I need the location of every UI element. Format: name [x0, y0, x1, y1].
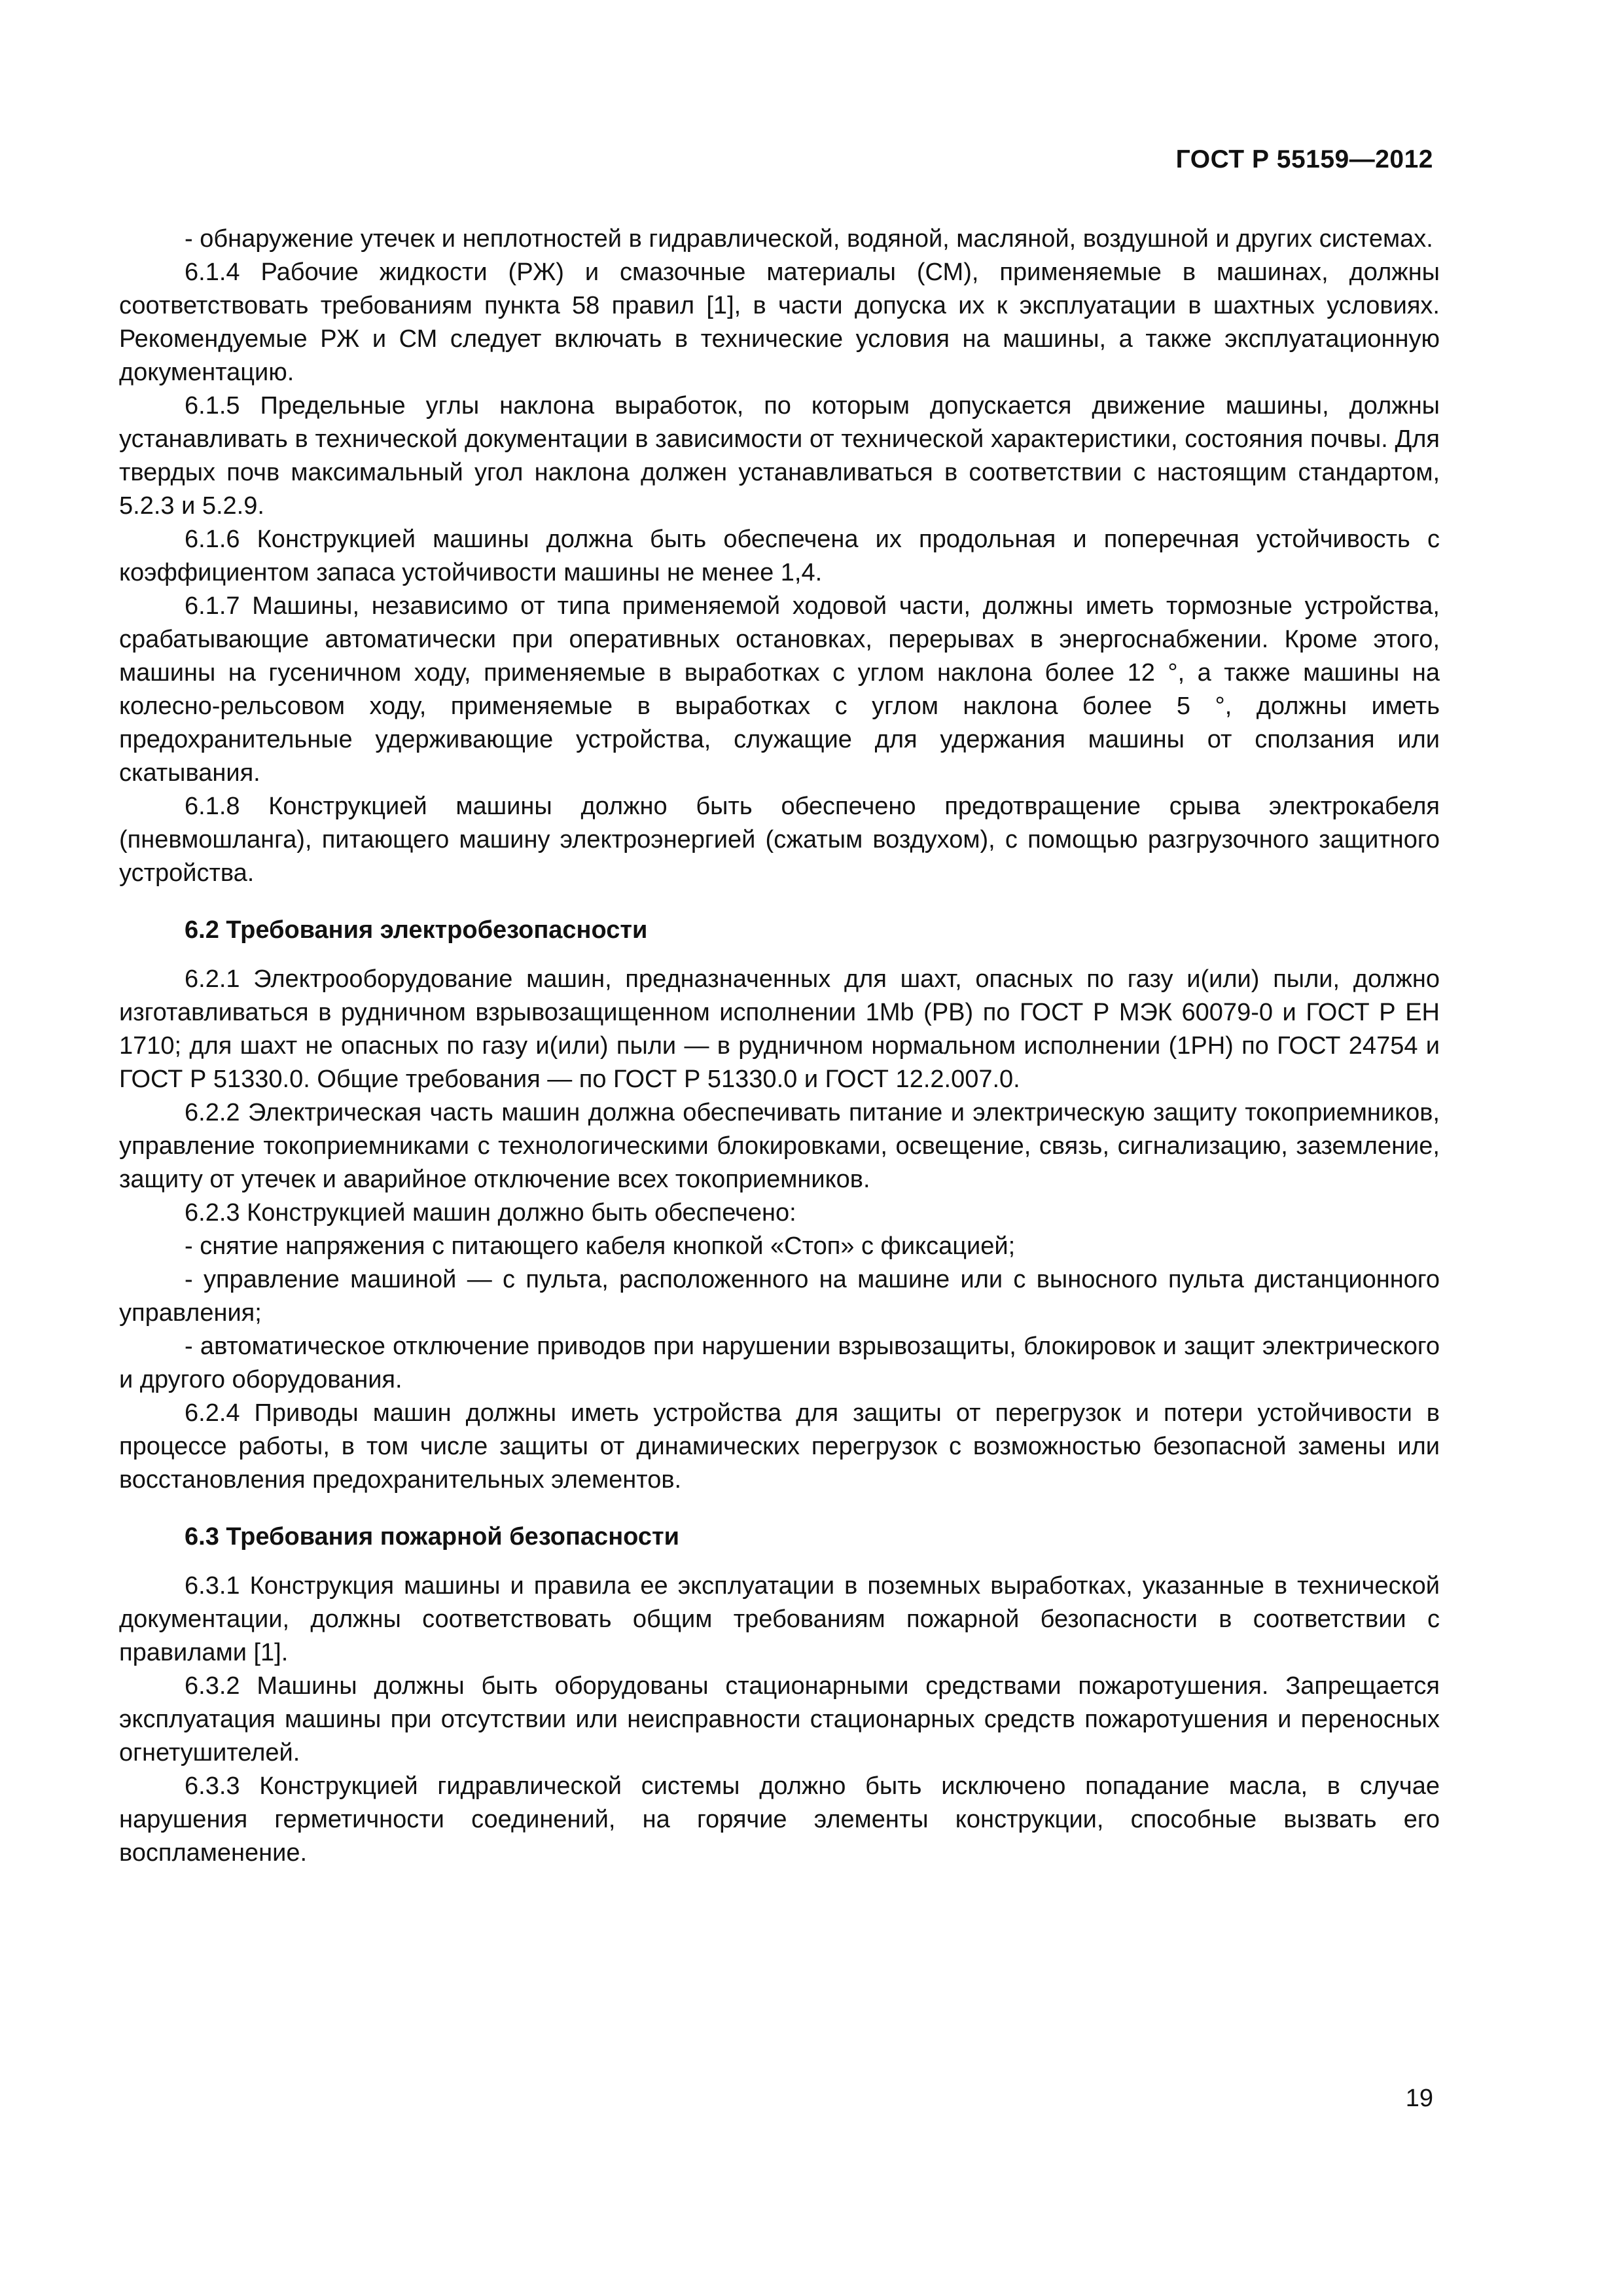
standard-id-header: ГОСТ Р 55159—2012	[1175, 145, 1433, 173]
list-item-voltage-removal: - снятие напряжения с питающего кабеля кнопкой «Стоп» с фиксацией;	[185, 1232, 1016, 1260]
document-body	[119, 223, 1440, 1870]
page-number: 19	[1405, 2085, 1433, 2112]
paragraph-6-1-8: 6.1.8 Конструкцией машины должно быть обеспечено предотвращение срыва электрокабеля (пневмошланга), питающего машину электроэнергией (сжатым воздухом), с помощью разгрузочного защитного устройства.	[119, 793, 1440, 887]
paragraph-6-2-1: 6.2.1 Электрооборудование машин, предназначенных для шахт, опасных по газу и(или) пыли, должно изготавливаться в рудничном взрывозащищенном исполнении 1Mb (РВ) по ГОСТ Р МЭК 60079-0 и ГОСТ Р ЕН 1710; для шахт не опасных по газу и(или) пыли — в рудничном нормальном исполнении (1РН) по ГОСТ 24754 и ГОСТ Р 51330.0. Общие требования — по ГОСТ Р 51330.0 и ГОСТ 12.2.007.0.	[119, 965, 1440, 1093]
paragraph-6-1-7: 6.1.7 Машины, независимо от типа применяемой ходовой части, должны иметь тормозные устройства, срабатывающие автоматически при оперативных остановках, перерывах в энергоснабжении. Кроме этого, машины на гусеничном ходу, применяемые в выработках с углом наклона более 12 °, а также машины на колесно-рельсовом ходу, применяемые в выработках с углом наклона более 5 °, должны иметь предохранительные удерживающие устройства, служащие для удержания машины от сползания или скатывания.	[119, 592, 1440, 787]
list-item-auto-shutdown: - автоматическое отключение приводов при нарушении взрывозащиты, блокировок и защит электрического и другого оборудования.	[119, 1333, 1440, 1393]
section-title-6-2: 6.2 Требования электробезопасности	[185, 916, 648, 944]
paragraph-6-2-3: 6.2.3 Конструкцией машин должно быть обеспечено:	[185, 1199, 796, 1227]
paragraph-6-2-4: 6.2.4 Приводы машин должны иметь устройства для защиты от перегрузок и потери устойчивости в процессе работы, в том числе защиты от динамических перегрузок с возможностью безопасной замены или восстановления предохранительных элементов.	[119, 1399, 1440, 1494]
paragraph-6-3-3: 6.3.3 Конструкцией гидравлической системы должно быть исключено попадание масла, в случае нарушения герметичности соединений, на горячие элементы конструкции, способные вызвать его воспламенение.	[119, 1772, 1440, 1867]
section-title-6-3: 6.3 Требования пожарной безопасности	[185, 1523, 679, 1551]
paragraph-6-3-2: 6.3.2 Машины должны быть оборудованы стационарными средствами пожаротушения. Запрещается эксплуатация машины при отсутствии или неисправности стационарных средств пожаротушения и переносных огнетушителей.	[119, 1672, 1440, 1767]
paragraph-6-1-5: 6.1.5 Предельные углы наклона выработок, по которым допускается движение машины, должны устанавливать в технической документации в зависимости от технической характеристики, состояния почвы. Для твердых почв максимальный угол наклона должен устанавливаться в соответствии с настоящим стандартом, 5.2.3 и 5.2.9.	[119, 392, 1440, 520]
paragraph-6-1-6: 6.1.6 Конструкцией машины должна быть обеспечена их продольная и поперечная устойчивость с коэффициентом запаса устойчивости машины не менее 1,4.	[119, 526, 1440, 586]
paragraph-6-1-4: 6.1.4 Рабочие жидкости (РЖ) и смазочные материалы (СМ), применяемые в машинах, должны соответствовать требованиям пункта 58 правил [1], в части допуска их к эксплуатации в шахтных условиях. Рекомендуемые РЖ и СМ следует включать в технические условия на машины, а также эксплуатационную документацию.	[119, 259, 1440, 386]
paragraph-leak-detection: - обнаружение утечек и неплотностей в гидравлической, водяной, масляной, воздушной и других системах.	[185, 225, 1433, 253]
paragraph-6-2-2: 6.2.2 Электрическая часть машин должна обеспечивать питание и электрическую защиту токоприемников, управление токоприемниками с технологическими блокировками, освещение, связь, сигнализацию, заземление, защиту от утечек и аварийное отключение всех токоприемников.	[119, 1099, 1440, 1193]
list-item-machine-control: - управление машиной — с пульта, расположенного на машине или с выносного пульта дистанционного управления;	[119, 1266, 1440, 1327]
paragraph-6-3-1: 6.3.1 Конструкция машины и правила ее эксплуатации в поземных выработках, указанные в технической документации, должны соответствовать общим требованиям пожарной безопасности в соответствии с правилами [1].	[119, 1572, 1440, 1666]
